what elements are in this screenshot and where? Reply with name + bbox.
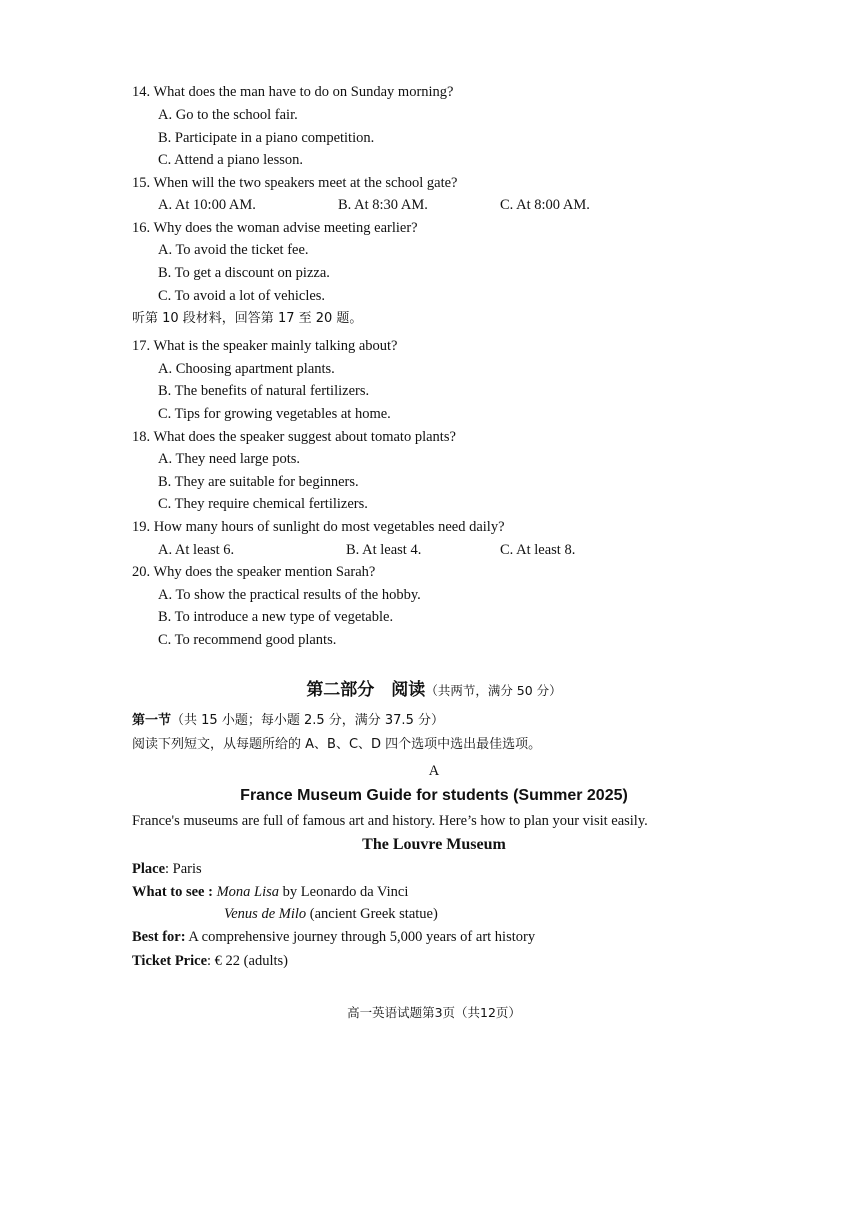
reading-section-label: 第一节 bbox=[132, 713, 172, 728]
best-for-label: Best for: bbox=[132, 929, 186, 945]
question-20-option-b: B. To introduce a new type of vegetable. bbox=[158, 609, 394, 625]
artwork-mona-lisa-detail: by Leonardo da Vinci bbox=[279, 884, 409, 900]
question-18-option-a: A. They need large pots. bbox=[158, 451, 301, 467]
question-19-option-c: C. At least 8. bbox=[500, 542, 576, 558]
place-label: Place bbox=[132, 861, 166, 877]
question-14-stem: 14. What does the man have to do on Sunday morning? bbox=[132, 84, 454, 100]
question-19-stem: 19. How many hours of sunlight do most vegetables need daily? bbox=[132, 519, 505, 535]
what-to-see-line bbox=[132, 882, 408, 902]
question-20-option-c: C. To recommend good plants. bbox=[158, 632, 337, 648]
place-value: : Paris bbox=[165, 861, 202, 877]
question-15-option-a: A. At 10:00 AM. bbox=[158, 197, 256, 213]
reading-part-heading bbox=[0, 678, 868, 703]
artwork-mona-lisa: Mona Lisa bbox=[216, 884, 280, 900]
passage-intro: France's museums are full of famous art and history. Here’s how to plan your visit easily. bbox=[132, 813, 648, 829]
ticket-price-label: Ticket Price bbox=[132, 953, 208, 969]
best-for-value: A comprehensive journey through 5,000 years of art history bbox=[185, 929, 536, 945]
question-16-option-b: B. To get a discount on pizza. bbox=[158, 265, 330, 281]
what-to-see-label: What to see : bbox=[132, 884, 213, 900]
reading-instruction: 阅读下列短文，从每题所给的 A、B、C、D 四个选项中选出最佳选项。 bbox=[132, 737, 542, 752]
ticket-price-line bbox=[132, 951, 288, 971]
question-17-option-a: A. Choosing apartment plants. bbox=[158, 361, 335, 377]
listening-material-note: 听第 10 段材料，回答第 17 至 20 题。 bbox=[132, 311, 363, 326]
what-to-see-line-2 bbox=[224, 904, 438, 924]
place-line bbox=[132, 859, 202, 879]
best-for-line bbox=[132, 927, 535, 947]
question-15-option-b: B. At 8:30 AM. bbox=[338, 197, 428, 213]
question-19-option-a: A. At least 6. bbox=[158, 542, 235, 558]
question-15-stem: 15. When will the two speakers meet at the school gate? bbox=[132, 175, 458, 191]
reading-part-title: 第二部分 阅读 bbox=[306, 680, 426, 700]
question-14-option-a: A. Go to the school fair. bbox=[158, 107, 298, 123]
passage-letter: A bbox=[428, 763, 440, 779]
reading-part-note: （共两节，满分 50 分） bbox=[425, 683, 562, 698]
question-16-option-a: A. To avoid the ticket fee. bbox=[158, 242, 309, 258]
question-14-option-b: B. Participate in a piano competition. bbox=[158, 130, 375, 146]
question-15-option-c: C. At 8:00 AM. bbox=[500, 197, 590, 213]
question-18-stem: 18. What does the speaker suggest about tomato plants? bbox=[132, 429, 456, 445]
question-17-option-c: C. Tips for growing vegetables at home. bbox=[158, 406, 391, 422]
reading-section-note: （共 15 小题；每小题 2.5 分，满分 37.5 分） bbox=[171, 713, 444, 728]
question-20-option-a: A. To show the practical results of the hobby. bbox=[158, 587, 421, 603]
museum-name: The Louvre Museum bbox=[362, 836, 506, 853]
page-footer: 高一英语试题第3页（共12页） bbox=[347, 1005, 521, 1020]
question-19-option-b: B. At least 4. bbox=[346, 542, 422, 558]
artwork-venus-de-milo: Venus de Milo bbox=[224, 906, 307, 922]
question-17-option-b: B. The benefits of natural fertilizers. bbox=[158, 383, 370, 399]
question-20-stem: 20. Why does the speaker mention Sarah? bbox=[132, 564, 376, 580]
question-16-option-c: C. To avoid a lot of vehicles. bbox=[158, 288, 326, 304]
reading-section-line bbox=[132, 710, 444, 731]
artwork-venus-de-milo-detail: (ancient Greek statue) bbox=[306, 906, 438, 922]
question-18-option-c: C. They require chemical fertilizers. bbox=[158, 496, 368, 512]
question-17-stem: 17. What is the speaker mainly talking about? bbox=[132, 338, 398, 354]
question-16-stem: 16. Why does the woman advise meeting earlier? bbox=[132, 220, 418, 236]
question-18-option-b: B. They are suitable for beginners. bbox=[158, 474, 359, 490]
ticket-price-value: : € 22 (adults) bbox=[207, 953, 288, 969]
passage-title: France Museum Guide for students (Summer 2025) bbox=[240, 787, 628, 804]
question-14-option-c: C. Attend a piano lesson. bbox=[158, 152, 303, 168]
